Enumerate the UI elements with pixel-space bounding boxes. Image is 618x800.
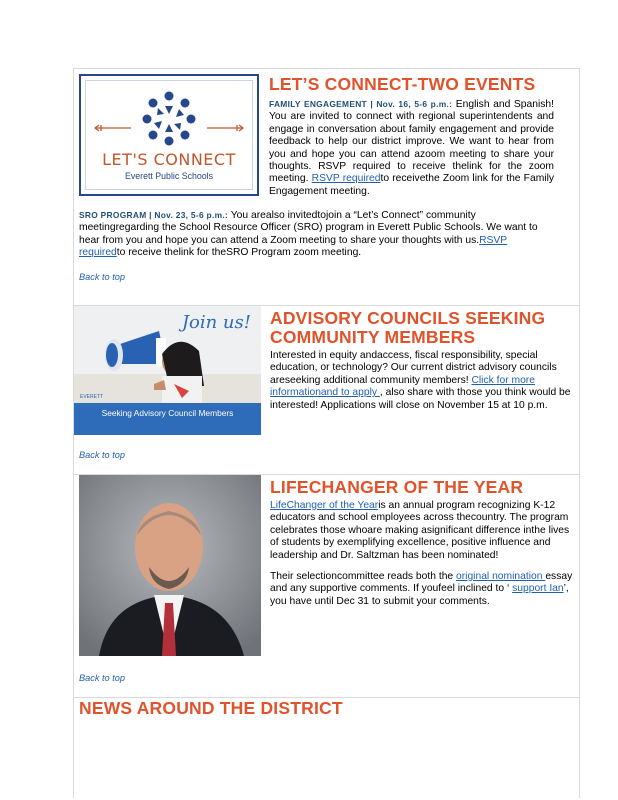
lifechanger-text-3: essay and any supportive comments. If youfeel inclined to ‘ [270,571,573,595]
family-engagement-paragraph [269,98,554,198]
advisory-text-end: , also share with those you think would be interested! Applications will close on November 15 at 10 p.m. [270,387,571,411]
family-engagement-text-end: to receivethe Zoom link for the Family Engagement meeting. [269,173,555,197]
dr-saltzman-photo [79,475,261,656]
logo-title: LET'S CONNECT [102,150,236,169]
back-to-top-link[interactable]: Back to top [79,272,125,282]
advisory-title: ADVISORY COUNCILS SEEKING COMMUNITY MEMBERS [270,308,546,347]
lifechanger-section [74,475,579,697]
back-to-top-link[interactable]: Back to top [79,673,125,683]
lifechanger-text: is an annual program recognizing K-12 educators and school employees across thecountry. The program celebrates those whoare making asignificant difference inthe lives of students by exemplifying excellence, positive influence and leadership and Dr. Saltzman has been nominated! [270,500,570,561]
svg-text:EVERETT: EVERETT [80,394,104,400]
sro-program-label: SRO PROGRAM | Nov. 23, 5-6 p.m.: [79,210,229,220]
lifechanger-link[interactable]: LifeChanger of the Year [270,500,379,511]
advisory-apply-link[interactable]: Click for more informationand to apply [270,374,535,399]
lifechanger-paragraph-1 [270,500,575,562]
lets-connect-section [74,69,579,305]
advisory-councils-section [74,306,579,474]
people-circle-icon [81,78,257,148]
family-rsvp-link[interactable]: RSVP required [311,173,381,185]
back-to-top-link[interactable]: Back to top [79,450,125,460]
megaphone-girl-image [74,306,261,435]
original-nomination-link[interactable]: original nomination [456,571,546,583]
sro-text-end: to receive thelink for theSRO Program zoom meeting. [116,247,362,259]
portrait-illustration [79,475,261,656]
join-us-text: Join us! [181,312,251,333]
family-engagement-label: FAMILY ENGAGEMENT | Nov. 16, 5-6 p.m.: [269,99,453,109]
sro-text: You arealso invitedtojoin a “Let’s Connect” community meetingregarding the School Resource Officer (SRO) program in Everett Public Schools. We want to hear from you and hope you can attend a Zoom meeting to share your thoughts with us. [79,210,538,246]
sro-rsvp-link[interactable]: RSVP required [79,234,508,259]
advisory-paragraph [270,350,575,412]
sro-paragraph [79,209,555,260]
advisory-text: Interested in equity andaccess, fiscal responsibility, special education, or technology? Our current district advisory councils areseeking additional community members! [270,350,557,386]
lifechanger-paragraph-2 [270,571,575,608]
image-caption: Seeking Advisory Council Members [74,403,261,435]
lifechanger-text-4: ’, you have until Dec 31 to submit your comments. [270,583,569,607]
news-section [74,699,579,739]
lets-connect-logo [79,74,259,196]
family-engagement-text: English and Spanish! You are invited to connect with regional superintendents and engage in conversation about family engagement and provide feedback to help our district improve. We want to hear from you and hope you can attend azoom meeting to share your thoughts. RSVP required to receive thelink for the zoom meeting. [269,99,554,185]
lets-connect-title: LET’S CONNECT-TWO EVENTS [269,74,536,94]
lifechanger-text-2: Their selectioncommittee reads both the [270,571,457,583]
support-ian-link[interactable]: support Ian [512,583,564,595]
logo-subtitle: Everett Public Schools [124,171,213,181]
lifechanger-title: LIFECHANGER OF THE YEAR [270,477,524,497]
news-title: NEWS AROUND THE DISTRICT [79,698,343,718]
newsletter-page [73,68,580,798]
